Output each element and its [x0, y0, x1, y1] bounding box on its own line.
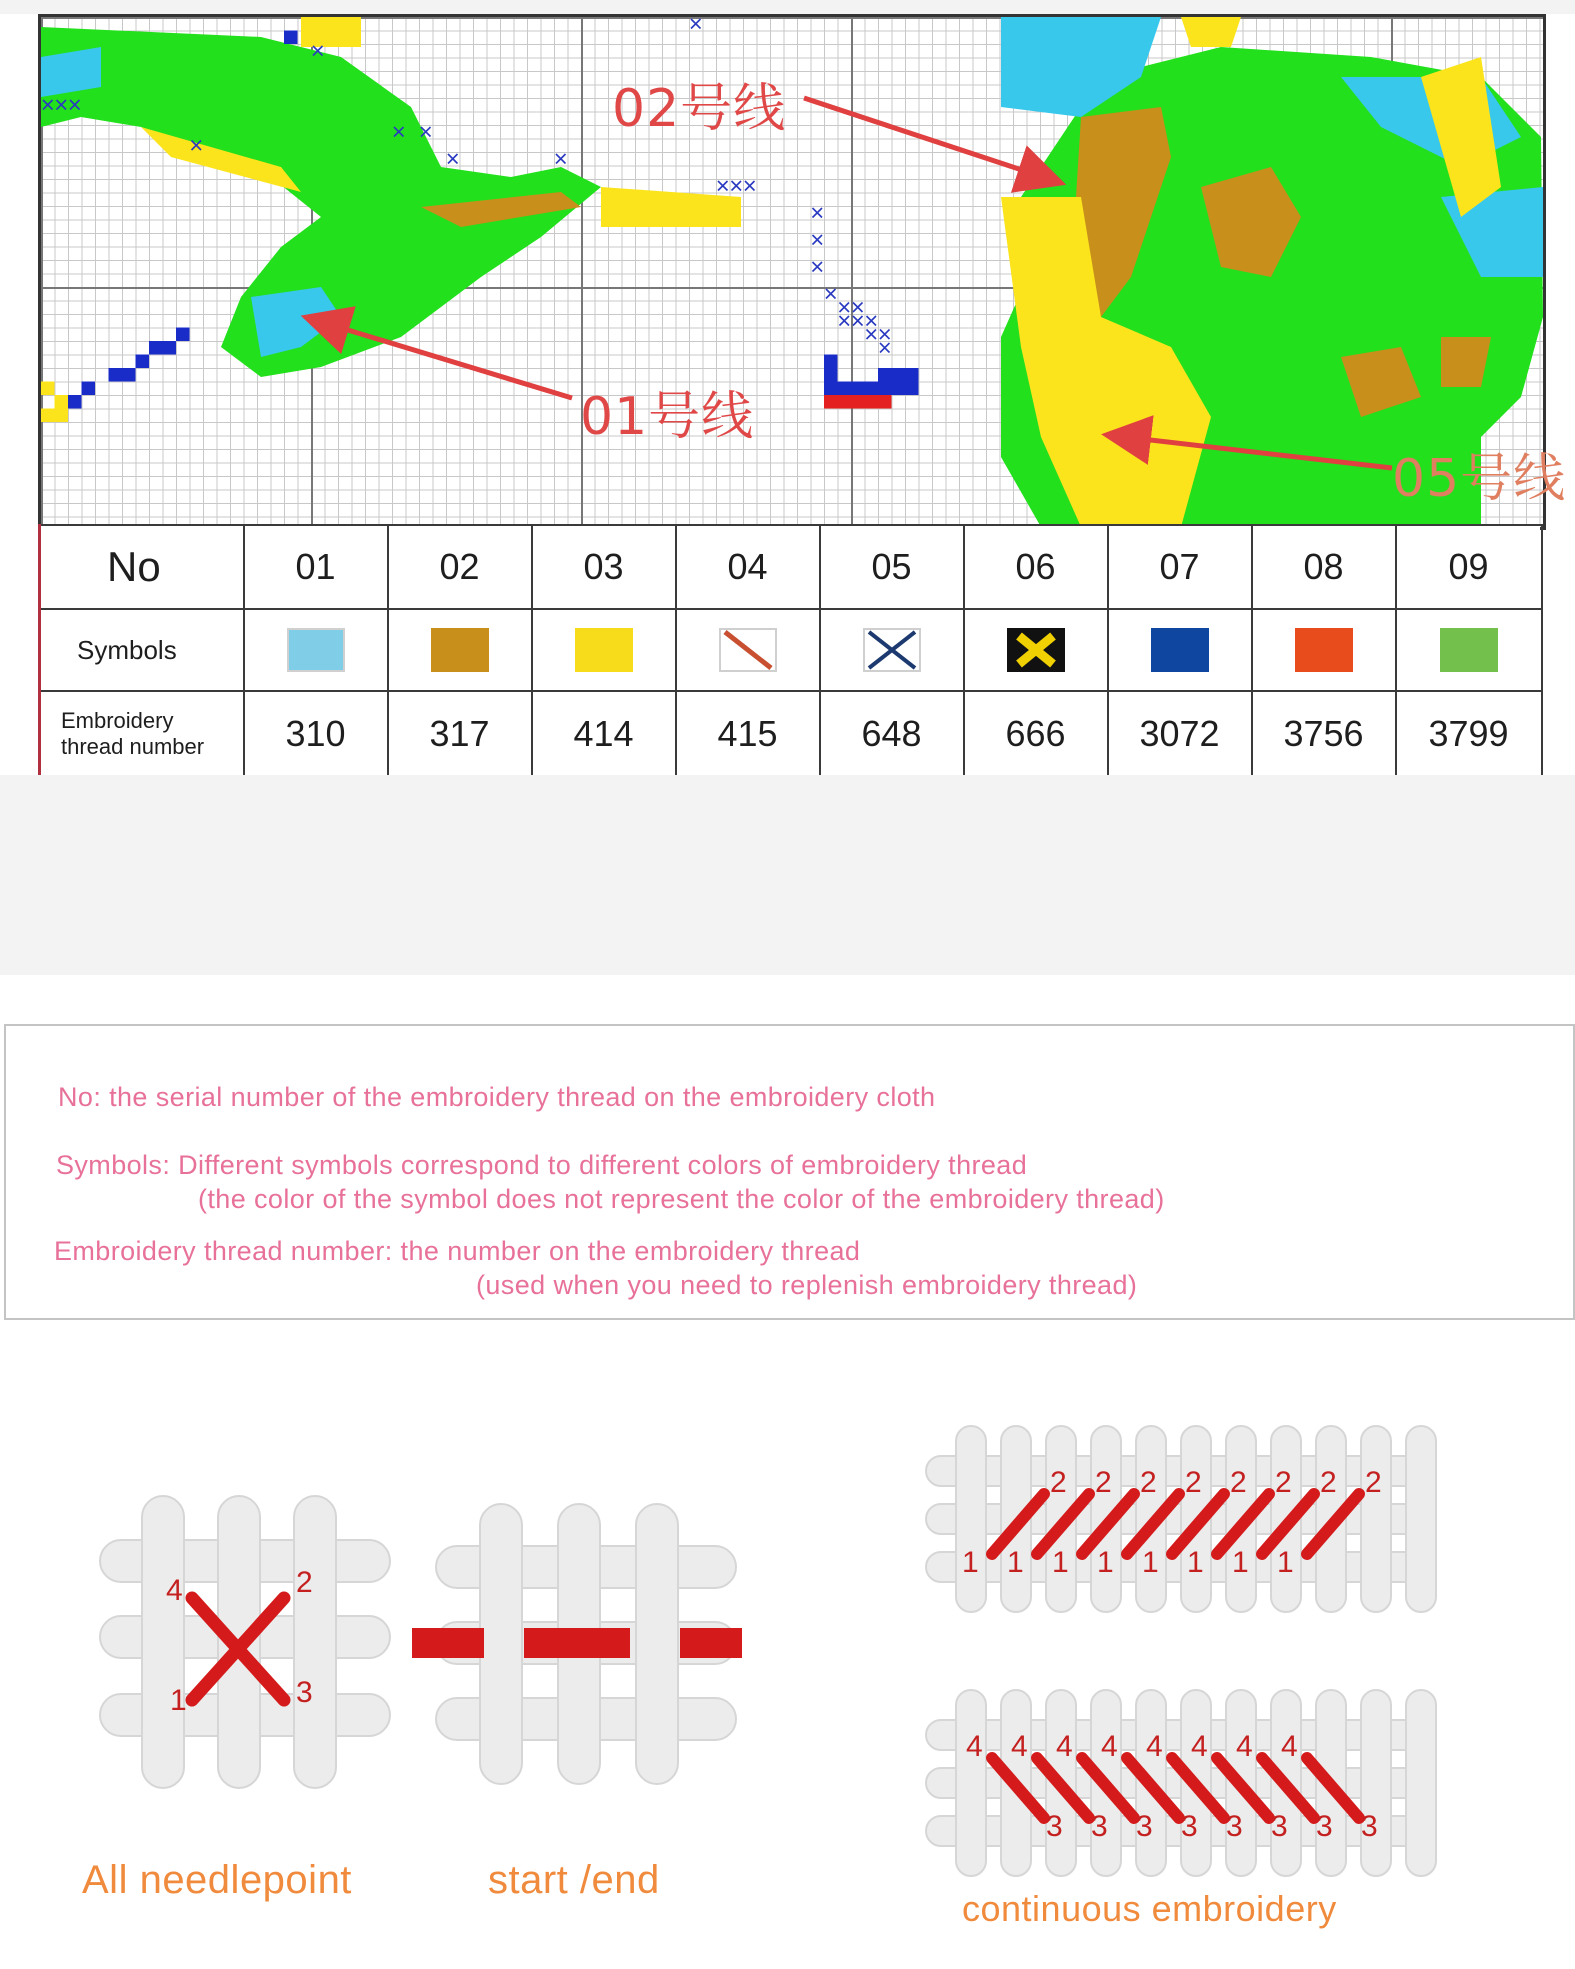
legend-no-cell: 01: [244, 525, 388, 609]
green-square-icon: [1440, 628, 1498, 672]
legend-symbol-cell: [532, 609, 676, 691]
stitch-number-2: 2: [296, 1566, 313, 1599]
continuous-diagonal-diagram-upper: [926, 1426, 1430, 1612]
stitch-number-bottom: 3: [1316, 1810, 1333, 1843]
stitch-number-top: 2: [1185, 1466, 1202, 1499]
yellow-top-right: [1181, 17, 1241, 47]
legend-symbol-cell: [1252, 609, 1396, 691]
row-label-thread-number: [40, 691, 244, 777]
dark-blue-square-icon: [1151, 628, 1209, 672]
legend-row-no: [40, 525, 1542, 609]
navy-cell: [176, 328, 190, 342]
all-needlepoint-label: All needlepoint: [82, 1858, 352, 1902]
cross-mark-cell: [813, 262, 823, 272]
stitch-number-top: 2: [1365, 1466, 1382, 1499]
legend-thread-cell: 415: [676, 691, 820, 777]
stitch-number-top: 4: [1101, 1730, 1118, 1763]
stitch-number-bottom: 3: [1136, 1810, 1153, 1843]
cross-stitch-pattern-grid: [38, 14, 1546, 530]
stitch-number-bottom: 3: [1181, 1810, 1198, 1843]
fabric-thread-vertical: [956, 1426, 986, 1612]
stitch-number-top: 2: [1230, 1466, 1247, 1499]
navy-cell: [284, 31, 298, 45]
legend-symbol-cell: [820, 609, 964, 691]
cross-mark-cell: [813, 208, 823, 218]
start-end-label: start /end: [488, 1858, 660, 1902]
legend-thread-cell: 3756: [1252, 691, 1396, 777]
stitch-number-bottom: 3: [1091, 1810, 1108, 1843]
legend-symbol-cell: [964, 609, 1108, 691]
cross-mark-cell: [867, 316, 877, 326]
stitch-number-top: 4: [1191, 1730, 1208, 1763]
top-gray-band: [0, 0, 1575, 14]
fabric-thread-vertical: [1361, 1690, 1391, 1876]
callout-thread-05: 05号线: [1392, 449, 1567, 509]
navy-cell: [824, 382, 838, 396]
stitch-number-top: 2: [1320, 1466, 1337, 1499]
cross-mark-cell: [718, 181, 728, 191]
navy-cell: [878, 368, 892, 382]
legend-thread-cell: 3072: [1108, 691, 1252, 777]
legend-no-cell: 07: [1108, 525, 1252, 609]
full-cross-stitch-diagram: [100, 1496, 390, 1788]
cross-mark-cell: [853, 316, 863, 326]
note-thread-number: Embroidery thread number: the number on the embroidery thread: [54, 1236, 861, 1266]
yellow-cell: [41, 409, 55, 423]
callout-thread-01: 01号线: [580, 387, 755, 447]
stitch-number-bottom: 3: [1361, 1810, 1378, 1843]
cross-mark-cell: [826, 289, 836, 299]
stitch-number-top: 2: [1050, 1466, 1067, 1499]
legend-no-cell: 04: [676, 525, 820, 609]
navy-cell: [851, 382, 865, 396]
stitch-number-top: 2: [1140, 1466, 1157, 1499]
cross-mark-cell: [691, 19, 701, 29]
cross-mark-cell: [853, 303, 863, 313]
stitch-number-top: 2: [1275, 1466, 1292, 1499]
stitch-number-bottom: 1: [1142, 1546, 1159, 1579]
legend-symbol-cell: [1108, 609, 1252, 691]
pattern-cells: [41, 17, 1543, 527]
note-symbols: Symbols: Different symbols correspond to different colors of embroidery thread: [56, 1150, 1028, 1180]
stitch-number-top: 2: [1095, 1466, 1112, 1499]
legend-symbol-cell: [1396, 609, 1542, 691]
brown-square-icon: [431, 628, 489, 672]
legend-thread-cell: 317: [388, 691, 532, 777]
upper-fabric: [926, 1426, 1436, 1612]
navy-cell: [163, 341, 177, 355]
stitch-number-4: 4: [166, 1574, 183, 1607]
stitch-number-bottom: 3: [1226, 1810, 1243, 1843]
stitch-number-bottom: 3: [1046, 1810, 1063, 1843]
stitch-number-bottom: 3: [1271, 1810, 1288, 1843]
yellow-cell: [55, 395, 69, 409]
cross-mark-cell: [732, 181, 742, 191]
note-no: No: the serial number of the embroidery thread on the embroidery cloth: [58, 1082, 936, 1112]
thread-legend: [38, 524, 1540, 774]
navy-cell: [865, 382, 879, 396]
cross-mark-cell: [880, 330, 890, 340]
stitch-number-bottom: 1: [1007, 1546, 1024, 1579]
yellow-square-icon: [575, 628, 633, 672]
navy-cell: [905, 368, 919, 382]
navy-cell: [892, 368, 906, 382]
red-cell: [865, 395, 879, 409]
navy-cell: [68, 395, 82, 409]
fabric-thread-vertical: [1406, 1690, 1436, 1876]
legend-no-cell: 06: [964, 525, 1108, 609]
row-label-thread-number-line2: thread number: [61, 734, 205, 759]
stitch-number-top: 4: [1011, 1730, 1028, 1763]
continuous-embroidery-label: continuous embroidery: [962, 1888, 1337, 1929]
cross-mark-cell: [556, 154, 566, 164]
legend-thread-cell: 666: [964, 691, 1108, 777]
red-cell: [851, 395, 865, 409]
callout-thread-02: 02号线: [612, 79, 787, 139]
red-slash-icon: [719, 628, 777, 672]
row-label-no: No: [40, 525, 244, 609]
orange-red-square-icon: [1295, 628, 1353, 672]
stitch-number-top: 4: [1146, 1730, 1163, 1763]
cross-mark-cell: [840, 303, 850, 313]
legend-thread-cell: 3799: [1396, 691, 1542, 777]
legend-symbol-cell: [388, 609, 532, 691]
stitch-number-top: 4: [1281, 1730, 1298, 1763]
lower-fabric: [926, 1690, 1436, 1876]
yellow-cell: [55, 409, 69, 423]
legend-thread-cell: 414: [532, 691, 676, 777]
legend-row-thread-number: [40, 691, 1542, 777]
navy-cell: [109, 368, 123, 382]
stitch-number-bottom: 1: [962, 1546, 979, 1579]
navy-cell: [82, 382, 96, 396]
legend-thread-cell: 310: [244, 691, 388, 777]
stitch-number-1: 1: [170, 1684, 187, 1717]
stitch-number-top: 4: [1056, 1730, 1073, 1763]
red-cell: [824, 395, 838, 409]
legend-no-cell: 08: [1252, 525, 1396, 609]
navy-cell: [892, 382, 906, 396]
note-thread-number-detail: (used when you need to replenish embroidery thread): [476, 1270, 1138, 1300]
stitch-number-bottom: 1: [1097, 1546, 1114, 1579]
stitch-number-3: 3: [296, 1676, 313, 1709]
legend-no-cell: 05: [820, 525, 964, 609]
stitch-number-bottom: 1: [1052, 1546, 1069, 1579]
separator-band: [0, 775, 1575, 975]
navy-cell: [136, 355, 150, 369]
cross-mark-cell: [867, 330, 877, 340]
yellow-top-left: [301, 17, 361, 47]
stitch-number-top: 4: [1236, 1730, 1253, 1763]
legend-no-cell: 02: [388, 525, 532, 609]
legend-no-cell: 03: [532, 525, 676, 609]
light-blue-square-icon: [287, 628, 345, 672]
navy-cell: [905, 382, 919, 396]
navy-cell: [149, 341, 163, 355]
legend-symbol-cell: [676, 609, 820, 691]
yellow-cell: [41, 382, 55, 396]
yellow-stem: [601, 187, 741, 227]
cross-mark-cell: [840, 316, 850, 326]
continuous-diagonal-diagram-lower: [926, 1690, 1430, 1876]
stitch-number-bottom: 1: [1232, 1546, 1249, 1579]
fabric-thread-vertical: [956, 1690, 986, 1876]
legend-table: [38, 524, 1543, 778]
navy-cell: [838, 382, 852, 396]
row-label-thread-number-line1: Embroidery: [61, 708, 174, 733]
fabric-thread-vertical: [1361, 1426, 1391, 1612]
cross-mark-cell: [745, 181, 755, 191]
red-cell: [838, 395, 852, 409]
navy-cell: [122, 368, 136, 382]
cross-mark-cell: [813, 235, 823, 245]
navy-cell: [824, 355, 838, 369]
cross-mark-cell: [880, 343, 890, 353]
navy-cell: [878, 382, 892, 396]
stitch-number-bottom: 1: [1187, 1546, 1204, 1579]
legend-row-symbols: [40, 609, 1542, 691]
stitch-number-top: 4: [966, 1730, 983, 1763]
yellow-x-on-black-icon: [1007, 628, 1065, 672]
fabric-thread-vertical: [1406, 1426, 1436, 1612]
row-label-symbols: Symbols: [40, 609, 244, 691]
red-cell: [878, 395, 892, 409]
start-end-diagram: [412, 1504, 742, 1784]
legend-no-cell: 09: [1396, 525, 1542, 609]
cross-mark-cell: [448, 154, 458, 164]
note-symbols-detail: (the color of the symbol does not represent the color of the embroidery thread): [198, 1184, 1165, 1214]
legend-notes: [4, 1024, 1575, 1320]
navy-cross-icon: [863, 628, 921, 672]
legend-thread-cell: 648: [820, 691, 964, 777]
legend-symbol-cell: [244, 609, 388, 691]
navy-cell: [824, 368, 838, 382]
stitch-number-bottom: 1: [1277, 1546, 1294, 1579]
